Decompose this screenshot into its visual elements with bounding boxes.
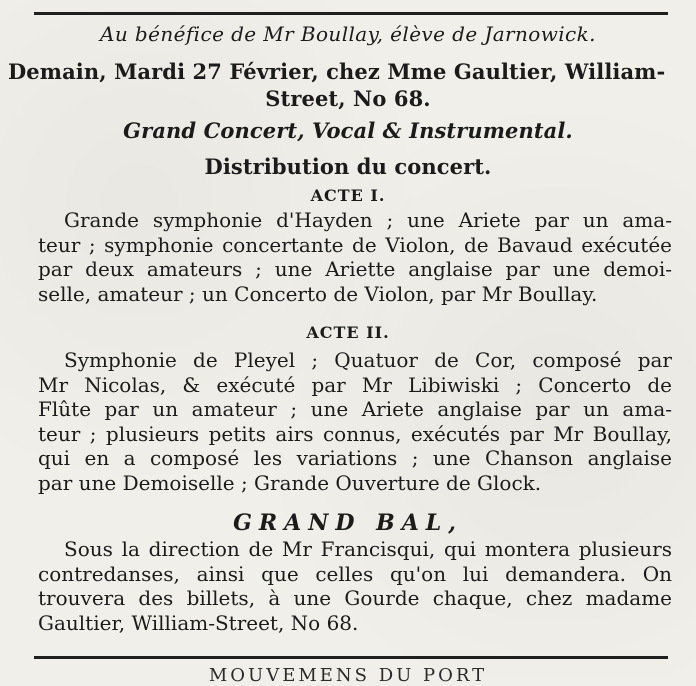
acte-2-line: Flûte par un amateur ; une Ariete anglaise par un ama-: [38, 397, 672, 421]
acte-1-heading: ACTE I.: [310, 186, 386, 205]
footer-fragment-text: MOUVEMENS DU PORT: [208, 665, 488, 686]
acte-2-heading: ACTE II.: [306, 323, 390, 342]
acte-2-line: teur ; plusieurs petits airs connus, exécutés par Mr Boullay,: [38, 421, 672, 446]
grand-bal-line: contredanses, ainsi que celles qu'on lui demandera. On: [38, 561, 672, 586]
grand-bal-heading: GRAND BAL,: [233, 510, 463, 536]
acte-2-line: Mr Nicolas, & exécuté par Mr Libiwiski ; Concerto de: [38, 372, 672, 397]
acte-2-line: Symphonie de Pleyel ; Quatuor de Cor, composé par: [64, 348, 672, 372]
distribution-heading: Distribution du concert.: [204, 154, 492, 179]
acte-2-line: par une Demoiselle ; Grande Ouverture de Glock.: [38, 470, 542, 495]
demain-line-2: Street, No 68.: [265, 86, 431, 111]
grand-bal-line: Gaultier, William-Street, No 68.: [38, 610, 359, 635]
acte-2-line: qui en a composé les variations ; une Chanson anglaise: [38, 446, 672, 470]
acte-1-line: par deux amateurs ; une Ariette anglaise par une demoi-: [38, 257, 672, 281]
benefice-line: Au bénéfice de Mr Boullay, élève de Jarnowick.: [100, 22, 596, 46]
acte-1-text: [38, 208, 672, 306]
acte-1-line: Grande symphonie d'Hayden ; une Ariete par un ama-: [64, 208, 672, 232]
demain-line-1: Demain, Mardi 27 Février, chez Mme Gaultier, William-: [8, 59, 666, 84]
concert-title: Grand Concert, Vocal & Instrumental.: [123, 118, 573, 143]
acte-1-line: teur ; symphonie concertante de Violon, de Bavaud exécutée: [38, 232, 672, 257]
grand-bal-line: Sous la direction de Mr Francisqui, qui montera plusieurs: [64, 537, 672, 561]
acte-1-line: selle, amateur ; un Concerto de Violon, par Mr Boullay.: [38, 281, 598, 306]
top-rule: [34, 12, 668, 15]
acte-2-text: [38, 348, 672, 495]
cut-off-next-heading: [170, 661, 526, 686]
bottom-rule: [34, 656, 668, 659]
grand-bal-text: [38, 537, 672, 635]
grand-bal-line: trouvera des billets, à une Gourde chaque, chez madame: [38, 586, 672, 610]
